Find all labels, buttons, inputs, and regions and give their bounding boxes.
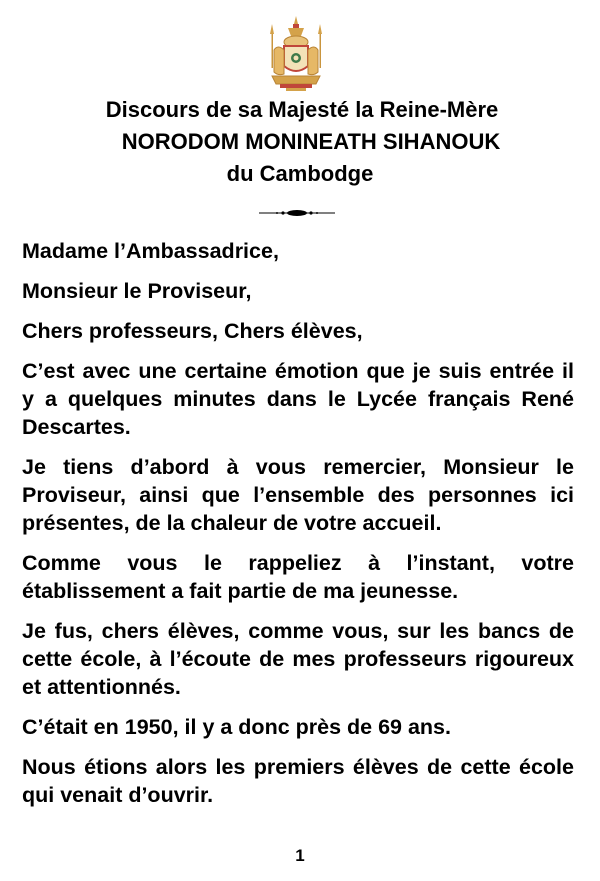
paragraph: C’est avec une certaine émotion que je suis entrée il y a quelques minutes dans le Lycée français René Descartes.	[22, 359, 574, 439]
speech-body	[22, 237, 574, 821]
paragraph: Comme vous le rappeliez à l’instant, votre établissement a fait partie de ma jeunesse.	[22, 551, 574, 603]
paragraph: C’était en 1950, il y a donc près de 69 ans.	[22, 715, 451, 739]
royal-coat-of-arms-icon	[260, 14, 332, 92]
paragraph: Je tiens d’abord à vous remercier, Monsieur le Proviseur, ainsi que l’ensemble des personnes ici présentes, de la chaleur de votre accueil.	[22, 455, 574, 535]
speech-title	[0, 94, 600, 190]
title-line-2: NORODOM MONINEATH SIHANOUK	[121, 129, 501, 154]
divider-ornament-icon	[257, 207, 337, 219]
title-line-3: du Cambodge	[226, 161, 374, 186]
paragraph: Nous étions alors les premiers élèves de cette école qui venait d’ouvrir.	[22, 755, 574, 807]
paragraph: Madame l’Ambassadrice,	[22, 239, 279, 263]
title-line-1: Discours de sa Majesté la Reine-Mère	[105, 97, 499, 122]
paragraph: Chers professeurs, Chers élèves,	[22, 319, 363, 343]
page-number: 1	[295, 846, 305, 865]
paragraph: Je fus, chers élèves, comme vous, sur les bancs de cette école, à l’écoute de mes professeurs rigoureux et attentionnés.	[22, 619, 574, 699]
paragraph: Monsieur le Proviseur,	[22, 279, 252, 303]
